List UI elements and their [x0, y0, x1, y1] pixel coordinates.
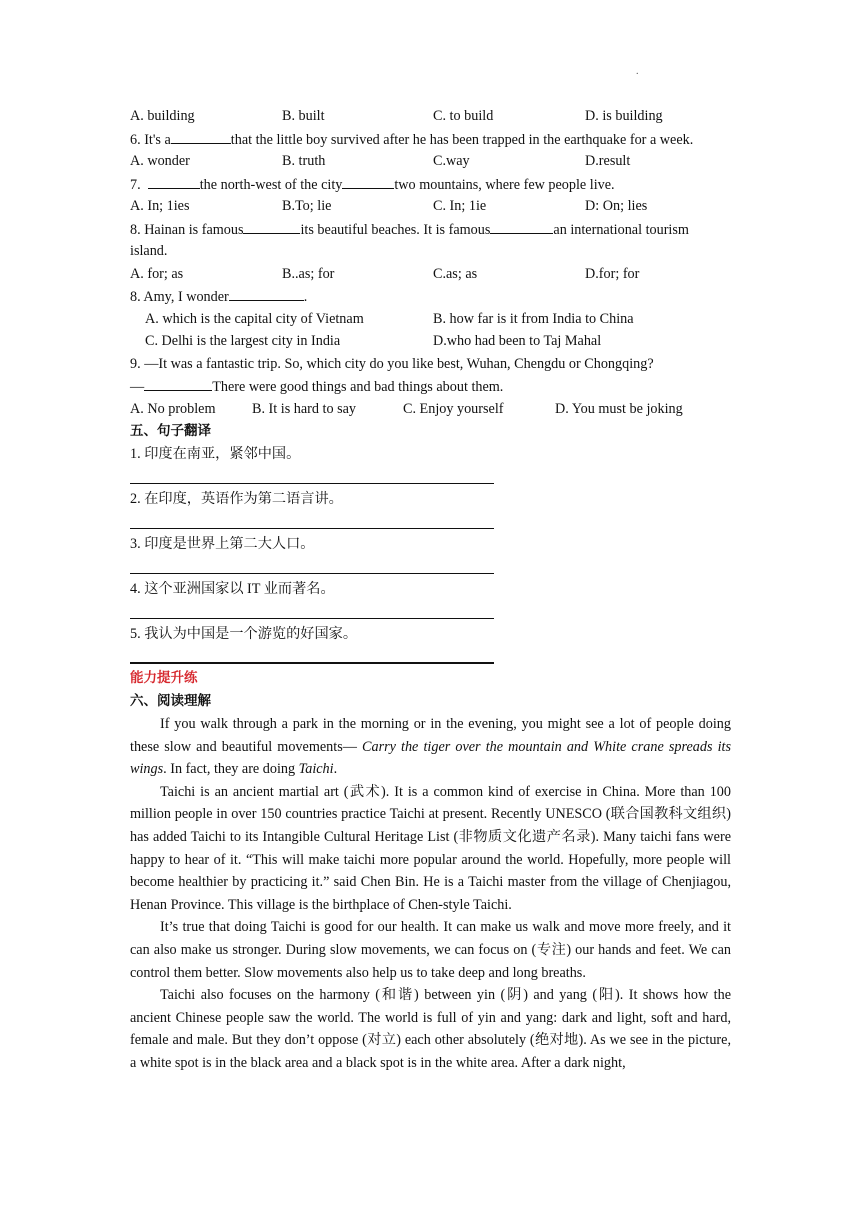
q8a-option-b: B..as; for	[282, 266, 335, 282]
answer-line[interactable]	[130, 483, 494, 484]
question-7	[130, 174, 615, 195]
q7-option-b: B.To; lie	[282, 198, 332, 214]
q5-option-b: B. built	[282, 108, 325, 124]
question-6-text-end: that the little boy survived after he has been trapped in the earthquake for a week.	[230, 132, 694, 148]
answer-blank[interactable]	[243, 219, 300, 234]
q8a-option-d: D.for; for	[585, 266, 640, 282]
answer-blank[interactable]	[148, 174, 200, 189]
passage-paragraph-4: Taichi also focuses on the harmony (和谐) between yin (阴) and yang (阳). It shows how the ancient Chinese people saw the world. The world is full of yin and yang: dark and light, soft and hard, female and male. But they don’t oppose (对立) each other absolutely (绝对地). As we see in the picture, a white spot is in the black area and a black spot is in the white area. After a dark night,	[130, 987, 731, 1071]
translation-item-2: 2. 在印度，英语作为第二语言讲。	[130, 491, 343, 507]
passage-text: .	[333, 761, 338, 778]
question-7-number: 7.	[130, 177, 141, 193]
translation-item-1: 1. 印度在南亚，紧邻中国。	[130, 446, 301, 462]
q7-option-a: A. In; 1ies	[130, 198, 190, 214]
q5-option-a: A. building	[130, 108, 195, 124]
question-7-text: the north-west of the city	[199, 177, 343, 193]
answer-line[interactable]	[130, 573, 494, 574]
translation-item-5: 5. 我认为中国是一个游览的好国家。	[130, 626, 358, 642]
q8b-option-a: A. which is the capital city of Vietnam	[145, 311, 364, 327]
question-9-text-end: There were good things and bad things about them.	[212, 379, 504, 395]
passage-paragraph-1	[130, 713, 731, 781]
translation-item-3: 3. 印度是世界上第二大人口。	[130, 536, 315, 552]
answer-line[interactable]	[130, 662, 494, 664]
answer-blank[interactable]	[490, 219, 553, 234]
q8b-option-c: C. Delhi is the largest city in India	[145, 333, 341, 349]
q8b-option-b: B. how far is it from India to China	[433, 311, 634, 327]
answer-blank[interactable]	[342, 174, 394, 189]
question-8a-text: 8. Hainan is famous	[130, 222, 244, 238]
q8b-option-d: D.who had been to Taj Mahal	[433, 333, 602, 349]
passage-text: If you walk through a park in the morning or in the evening, you might see a lot of people doing these slow and beautiful movements—	[130, 716, 731, 755]
passage-italic-phrase: Carry the tiger over the mountain and White crane spreads its wings	[130, 738, 731, 778]
q6-option-b: B. truth	[282, 153, 326, 169]
question-8b-text: 8. Amy, I wonder	[130, 289, 229, 305]
q9-option-c: C. Enjoy yourself	[403, 401, 504, 417]
answer-blank[interactable]	[229, 286, 304, 301]
q5-option-d: D. is building	[585, 108, 663, 124]
q9-option-b: B. It is hard to say	[252, 401, 357, 417]
q7-option-c: C. In; 1ie	[433, 198, 487, 214]
question-8b	[130, 286, 307, 307]
q9-option-a: A. No problem	[130, 401, 216, 417]
reading-passage	[130, 713, 731, 1075]
q6-option-d: D.result	[585, 153, 631, 169]
q9-option-d: D. You must be joking	[555, 401, 683, 417]
section-6-title: 六、阅读理解	[130, 693, 211, 709]
q6-option-a: A. wonder	[130, 153, 190, 169]
answer-line[interactable]	[130, 528, 494, 529]
q7-option-d: D: On; lies	[585, 198, 648, 214]
question-8a-text-mid: its beautiful beaches. It is famous	[300, 222, 491, 238]
passage-text: . In fact, they are doing	[163, 761, 299, 778]
answer-line[interactable]	[130, 618, 494, 619]
question-7-text-end: two mountains, where few people live.	[394, 177, 615, 193]
question-6	[130, 129, 693, 150]
translation-item-4: 4. 这个亚洲国家以 IT 业而著名。	[130, 581, 335, 597]
q8a-option-a: A. for; as	[130, 266, 184, 282]
q6-option-c: C.way	[433, 153, 470, 169]
answer-blank[interactable]	[171, 129, 231, 144]
question-9-dash: —	[130, 379, 145, 395]
question-8a-line2: island.	[130, 243, 168, 259]
question-8a	[130, 219, 689, 240]
question-9: 9. —It was a fantastic trip. So, which city do you like best, Wuhan, Chengdu or Chongqing?	[130, 356, 654, 372]
answer-blank[interactable]	[144, 376, 212, 391]
section-5-title: 五、句子翻译	[130, 423, 211, 439]
q5-option-c: C. to build	[433, 108, 494, 124]
question-6-text: 6. It's a	[130, 132, 171, 148]
q8a-option-c: C.as; as	[433, 266, 478, 282]
passage-paragraph-3: It’s true that doing Taichi is good for our health. It can make us walk and move more freely, and it can also make us stronger. During slow movements, we can focus on (专注) our hands and feet. We can control them better. Slow movements also help us to take deep and long breaths.	[130, 919, 731, 981]
question-9-line2	[130, 376, 503, 397]
passage-paragraph-2: Taichi is an ancient martial art (武术). It is a common kind of exercise in China. More than 100 million people in over 150 countries practice Taichi at present. Recently UNESCO (联合国教科文组织) has added Taichi to its Intangible Cultural Heritage List (非物质文化遗产名录). Many taichi fans were happy to hear of it. “This will make taichi more popular around the world. Hopefully, more people will become healthier by practicing it.” said Chen Bin. He is a Taichi master from the village of Chenjiagou, Henan Province. This village is the birthplace of Chen-style Taichi.	[130, 783, 731, 913]
passage-italic-term: Taichi	[298, 761, 334, 778]
question-8b-text-end: .	[303, 289, 308, 305]
question-8a-text-end: an international tourism	[553, 222, 689, 238]
advanced-practice-title: 能力提升练	[130, 670, 198, 686]
page-header-mark: .	[636, 66, 639, 77]
